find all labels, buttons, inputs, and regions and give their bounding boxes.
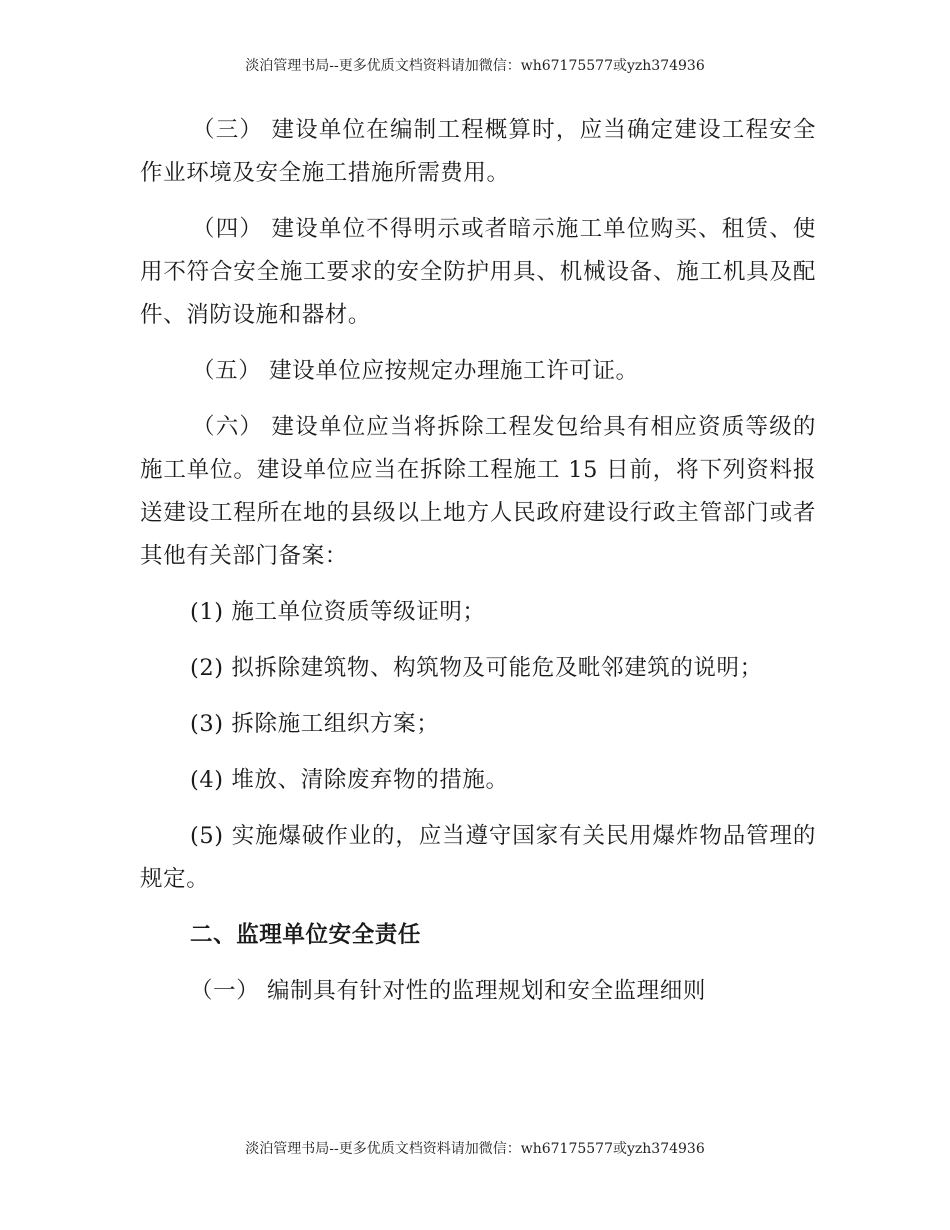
page-footer: 淡泊管理书局--更多优质文档资料请加微信：wh67175577或yzh374936 xyxy=(245,1141,705,1157)
paragraph-item-4: （四） 建设单位不得明示或者暗示施工单位购买、租赁、使用不符合安全施工要求的安全防护用具、机械设备、施工机具及配件、消防设施和器材。 xyxy=(140,216,816,328)
list-item-3: (3) 拆除施工组织方案； xyxy=(190,711,440,737)
list-item-4: (4) 堆放、清除废弃物的措施。 xyxy=(190,767,509,793)
list-item-1: (1) 施工单位资质等级证明； xyxy=(190,599,486,625)
page-header: 淡泊管理书局--更多优质文档资料请加微信：wh67175577或yzh374936 xyxy=(245,58,705,74)
paragraph-item-3: （三） 建设单位在编制工程概算时，应当确定建设工程安全作业环境及安全施工措施所需费用。 xyxy=(140,117,816,186)
paragraph-item-6: （六） 建设单位应当将拆除工程发包给具有相应资质等级的施工单位。建设单位应当在拆除工程施工 15 日前，将下列资料报送建设工程所在地的县级以上地方人民政府建设行政主管部门或者其他有关部门备案： xyxy=(140,414,816,569)
list-item-5: (5) 实施爆破作业的，应当遵守国家有关民用爆炸物品管理的规定。 xyxy=(140,823,816,892)
section-heading: 二、监理单位安全责任 xyxy=(190,922,422,948)
paragraph-item-5: （五） 建设单位应按规定办理施工许可证。 xyxy=(192,358,639,384)
document-body xyxy=(140,109,816,1026)
list-item-2: (2) 拟拆除建筑物、构筑物及可能危及毗邻建筑的说明； xyxy=(190,655,763,681)
subsection-heading: （一） 编制具有针对性的监理规划和安全监理细则 xyxy=(190,978,706,1004)
